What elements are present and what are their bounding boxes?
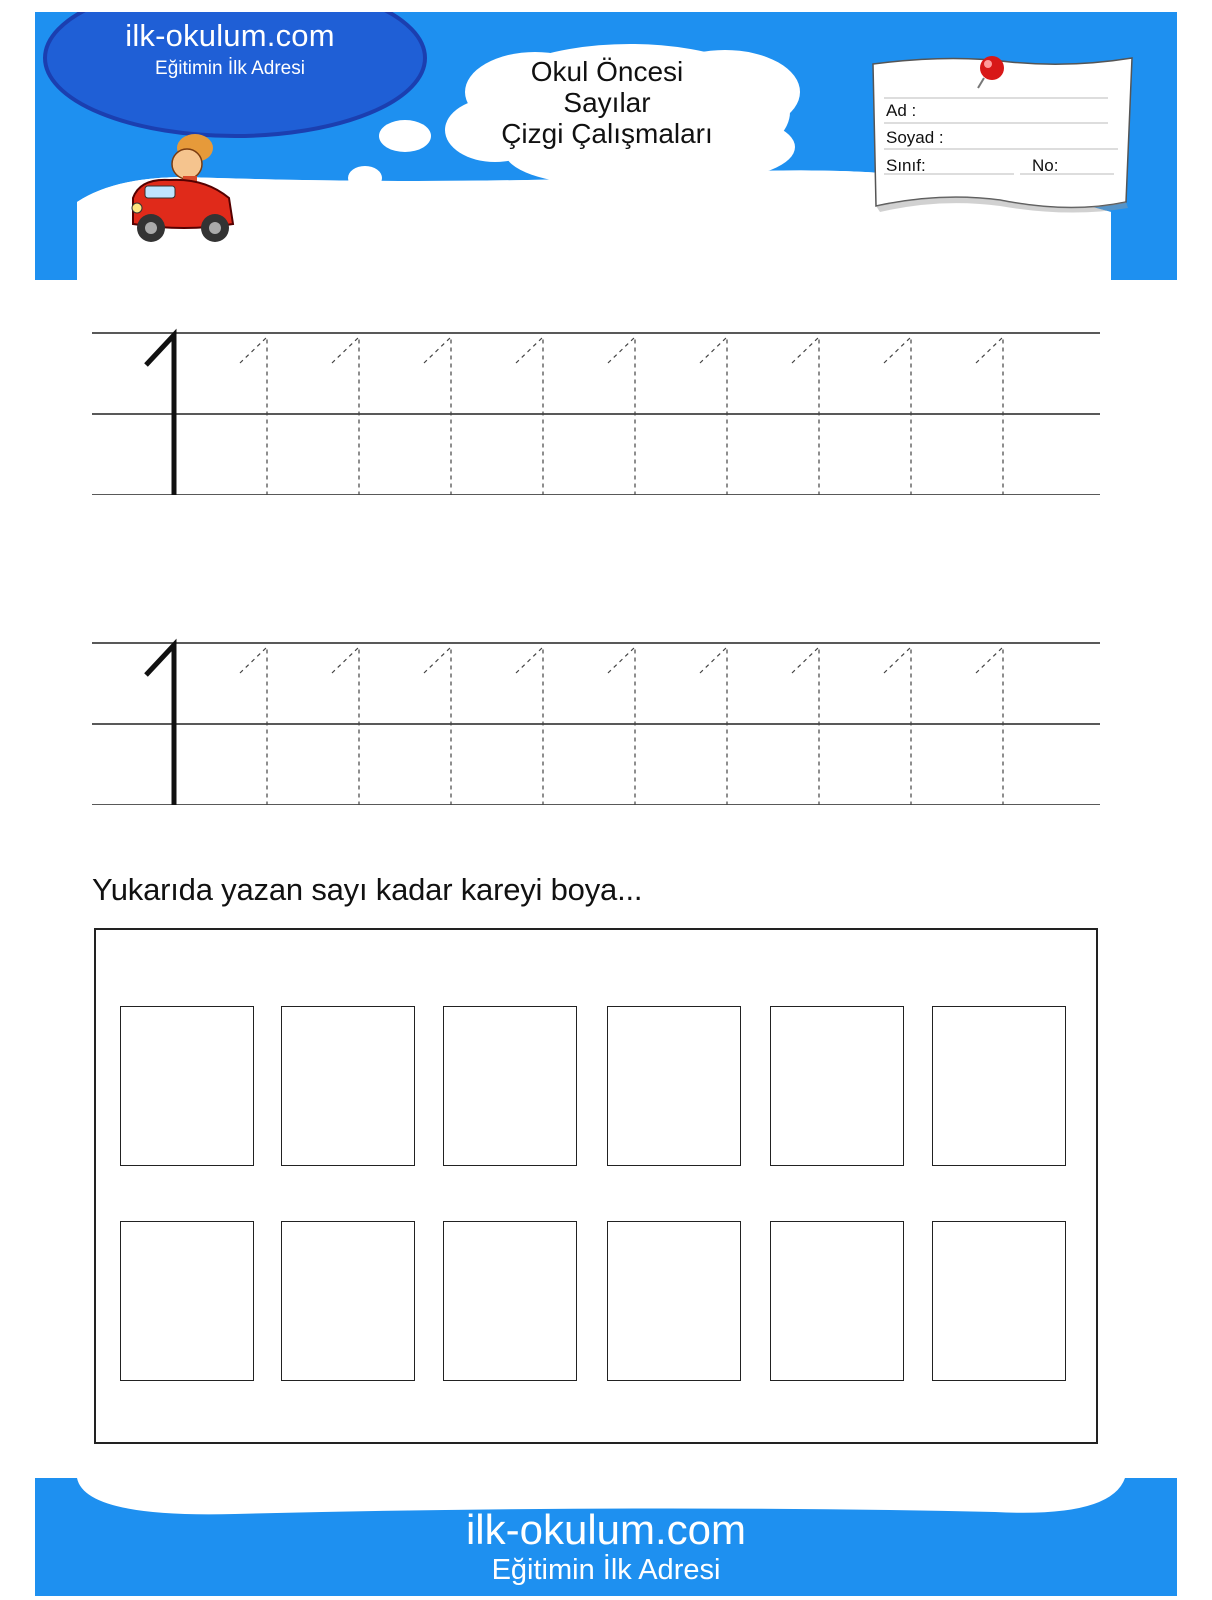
color-square[interactable]	[932, 1006, 1066, 1166]
color-square[interactable]	[607, 1006, 741, 1166]
color-square[interactable]	[120, 1221, 254, 1381]
footer-site-name: ilk-okulum.com	[465, 1506, 747, 1553]
dashed-digit-guides	[240, 337, 1003, 495]
push-pin-icon	[970, 52, 1010, 92]
name-label: Ad :	[886, 101, 917, 120]
digit-one-model	[146, 645, 174, 805]
class-label: Sınıf:	[886, 156, 926, 175]
color-square[interactable]	[770, 1006, 904, 1166]
color-square[interactable]	[770, 1221, 904, 1381]
title-line-3: Çizgi Çalışmaları	[501, 118, 713, 149]
worksheet-title	[472, 56, 742, 149]
color-square[interactable]	[443, 1006, 577, 1166]
coloring-instruction: Yukarıda yazan sayı kadar kareyi boya...	[92, 872, 643, 907]
color-square[interactable]	[281, 1221, 415, 1381]
tracing-guides	[92, 635, 1100, 805]
header-site-name: ilk-okulum.com	[125, 18, 335, 53]
dashed-digit-guides	[240, 647, 1003, 805]
color-square[interactable]	[443, 1221, 577, 1381]
footer-slogan: Eğitimin İlk Adresi	[491, 1554, 721, 1586]
color-square[interactable]	[607, 1221, 741, 1381]
title-line-2: Sayılar	[563, 87, 651, 118]
tracing-row-2	[92, 635, 1100, 805]
title-line-1: Okul Öncesi	[530, 56, 684, 87]
digit-one-model	[146, 335, 174, 495]
color-square[interactable]	[281, 1006, 415, 1166]
header-slogan: Eğitimin İlk Adresi	[155, 58, 305, 79]
color-square[interactable]	[120, 1006, 254, 1166]
cartoon-car-illustration	[125, 128, 240, 248]
number-label: No:	[1032, 156, 1059, 175]
tracing-row-1	[92, 325, 1100, 495]
color-square[interactable]	[932, 1221, 1066, 1381]
surname-label: Soyad :	[886, 128, 944, 147]
coloring-frame	[94, 928, 1098, 1444]
tracing-guides	[92, 325, 1100, 495]
